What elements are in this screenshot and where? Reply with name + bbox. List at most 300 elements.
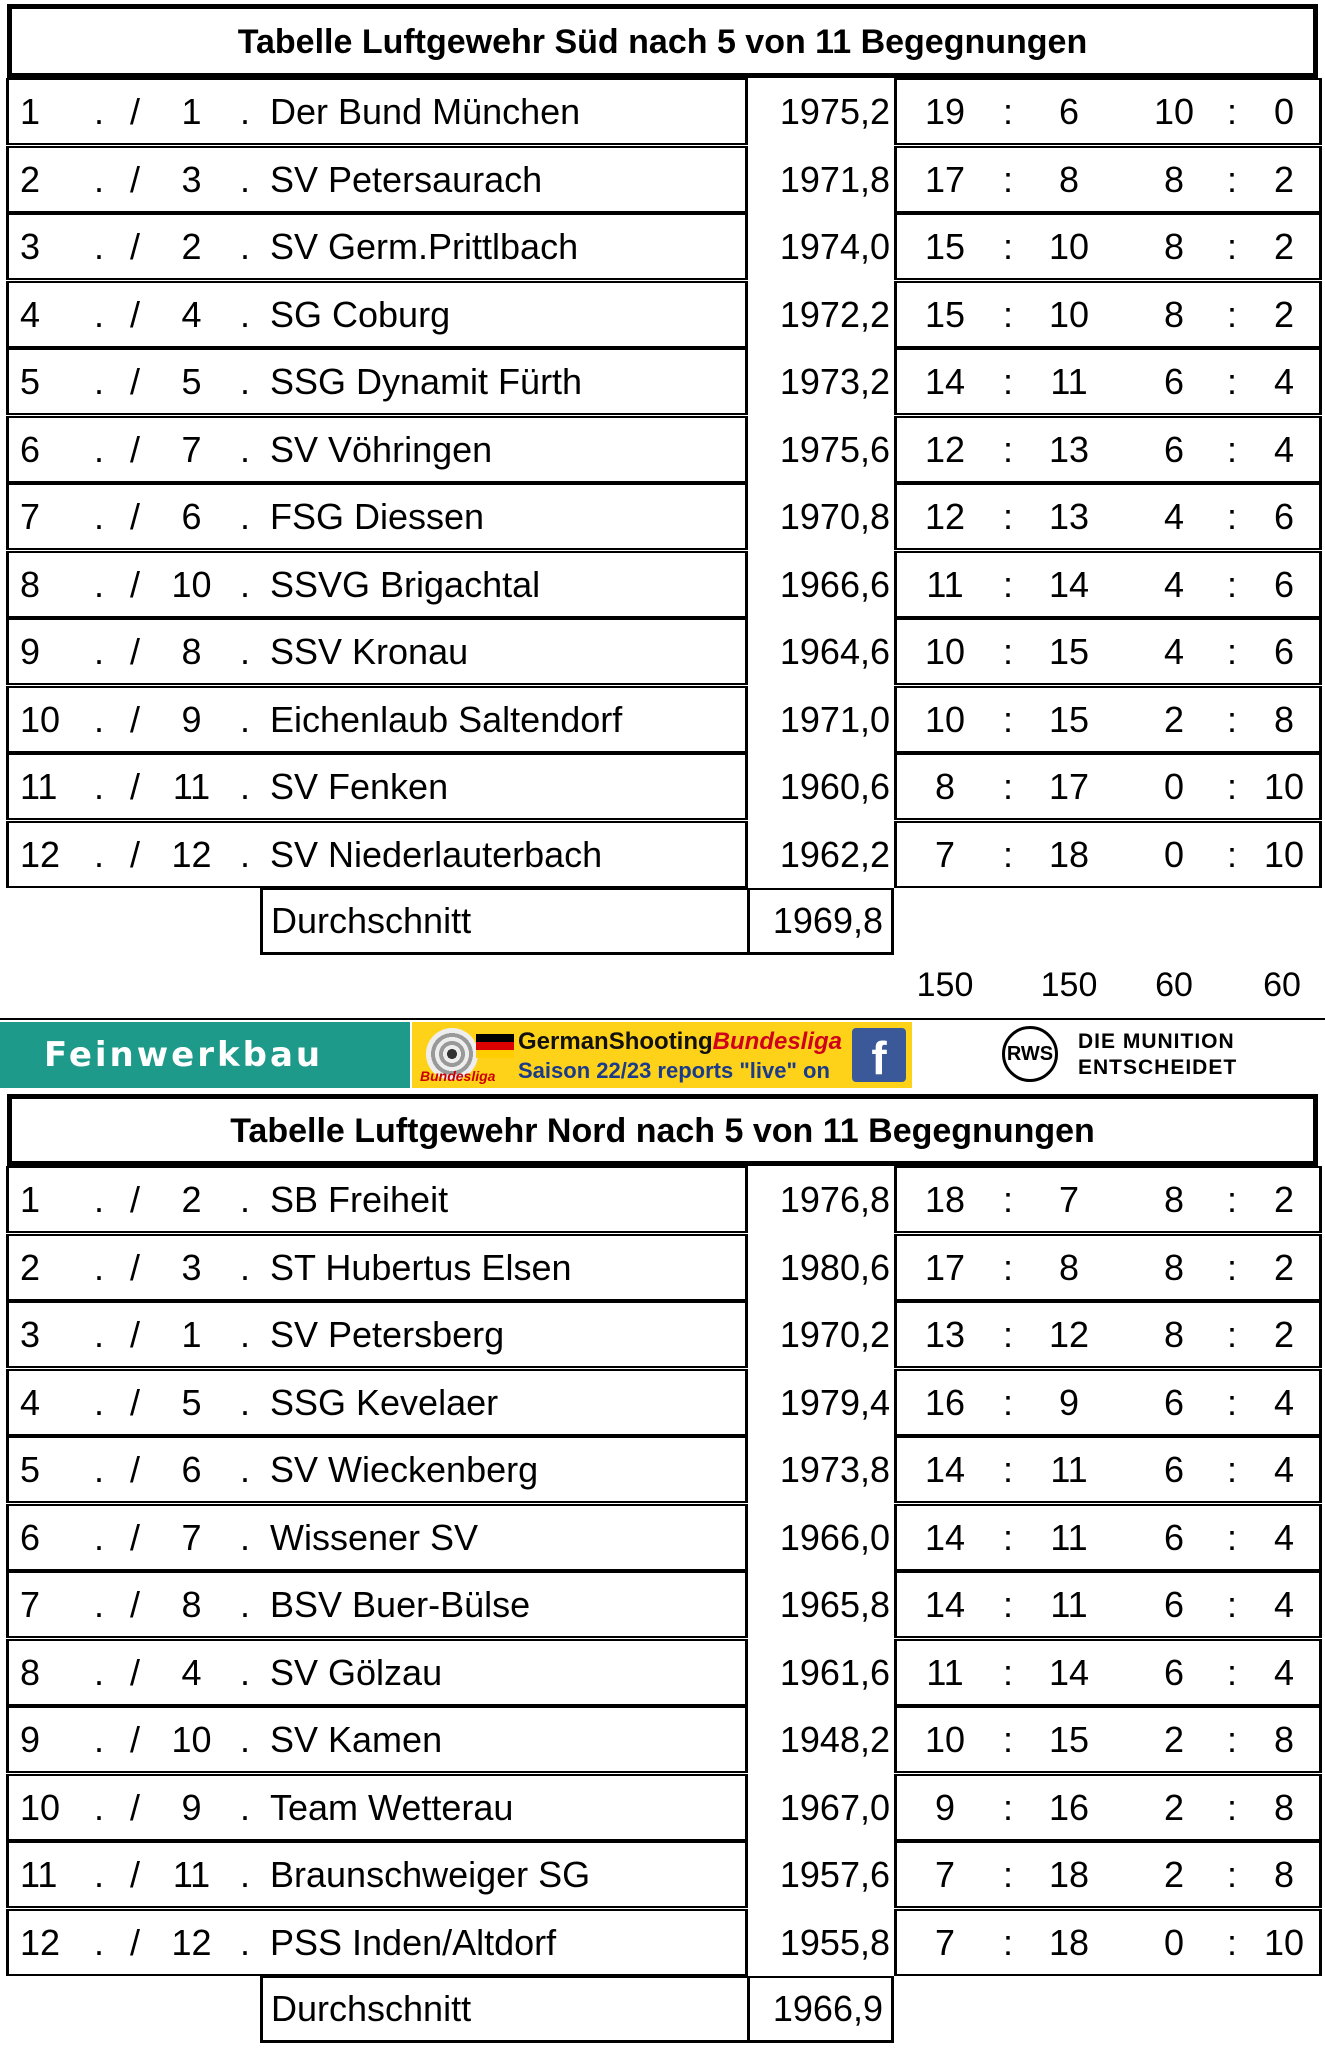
rings-lost-cell: 14 bbox=[1048, 1651, 1090, 1693]
rings-lost-cell: 13 bbox=[1048, 496, 1090, 537]
rank-dot: . bbox=[94, 1449, 105, 1490]
previous-rank-cell: 11 bbox=[172, 1854, 211, 1895]
rings-lost-cell: 8 bbox=[1058, 158, 1080, 200]
points-colon: : bbox=[1226, 226, 1237, 267]
table-row bbox=[4, 551, 1322, 618]
previous-rank-dot: . bbox=[240, 361, 251, 402]
rings-lost-cell: 18 bbox=[1048, 833, 1090, 875]
rings-colon: : bbox=[1002, 361, 1013, 402]
average-score-cell: 1973,8 bbox=[779, 1449, 890, 1490]
rings-lost-cell: 18 bbox=[1048, 1854, 1090, 1895]
rings-colon: : bbox=[1002, 698, 1013, 740]
rings-won-cell: 16 bbox=[924, 1381, 966, 1423]
rank-slash: / bbox=[130, 1786, 141, 1828]
rank-dot: . bbox=[94, 833, 105, 875]
points-won-cell: 8 bbox=[1163, 293, 1185, 335]
points-lost-cell: 4 bbox=[1273, 1381, 1295, 1423]
points-colon: : bbox=[1226, 293, 1237, 335]
points-colon: : bbox=[1226, 1246, 1237, 1288]
rank-slash: / bbox=[130, 833, 141, 875]
points-colon: : bbox=[1226, 833, 1237, 875]
south-average-value: 1969,8 bbox=[772, 900, 883, 941]
points-lost-cell: 10 bbox=[1263, 833, 1305, 875]
previous-rank-cell: 1 bbox=[181, 91, 202, 132]
team-name-cell: SSVG Brigachtal bbox=[270, 563, 541, 605]
rank-cell: 7 bbox=[20, 1584, 41, 1625]
previous-rank-dot: . bbox=[240, 631, 251, 672]
points-lost-cell: 8 bbox=[1273, 1719, 1295, 1760]
previous-rank-cell: 12 bbox=[171, 1921, 212, 1963]
average-score-cell: 1975,2 bbox=[779, 91, 890, 132]
rank-slash: / bbox=[130, 496, 141, 537]
rings-colon: : bbox=[1002, 1246, 1013, 1288]
rank-slash: / bbox=[130, 766, 141, 807]
points-colon: : bbox=[1226, 1786, 1237, 1828]
previous-rank-dot: . bbox=[240, 1651, 251, 1693]
points-colon: : bbox=[1226, 631, 1237, 672]
rings-colon: : bbox=[1002, 1516, 1013, 1558]
previous-rank-dot: . bbox=[240, 1584, 251, 1625]
average-score-cell: 1970,2 bbox=[779, 1314, 890, 1355]
rings-colon: : bbox=[1002, 1651, 1013, 1693]
previous-rank-dot: . bbox=[240, 158, 251, 200]
points-colon: : bbox=[1226, 1516, 1237, 1558]
points-colon: : bbox=[1226, 158, 1237, 200]
previous-rank-dot: . bbox=[240, 91, 251, 132]
team-name-cell: ST Hubertus Elsen bbox=[270, 1246, 572, 1288]
rings-colon: : bbox=[1002, 158, 1013, 200]
average-score-cell: 1975,6 bbox=[779, 428, 890, 470]
table-row bbox=[4, 821, 1322, 888]
previous-rank-cell: 6 bbox=[181, 496, 202, 537]
points-lost-cell: 4 bbox=[1273, 1651, 1295, 1693]
rank-slash: / bbox=[130, 293, 141, 335]
rank-dot: . bbox=[94, 1854, 105, 1895]
points-lost-cell: 4 bbox=[1273, 1449, 1295, 1490]
team-name-cell: FSG Diessen bbox=[270, 496, 485, 537]
rings-lost-cell: 11 bbox=[1050, 1516, 1088, 1558]
points-lost-cell: 2 bbox=[1273, 226, 1295, 267]
team-name-cell: Eichenlaub Saltendorf bbox=[270, 698, 623, 740]
team-name-cell: SSG Dynamit Fürth bbox=[270, 361, 583, 402]
points-won-cell: 8 bbox=[1163, 226, 1185, 267]
average-score-cell: 1971,8 bbox=[779, 158, 890, 200]
points-colon: : bbox=[1226, 563, 1237, 605]
points-won-cell: 4 bbox=[1163, 631, 1185, 672]
table-row bbox=[4, 1909, 1322, 1976]
average-score-cell: 1970,8 bbox=[779, 496, 890, 537]
rings-colon: : bbox=[1002, 91, 1013, 132]
rank-slash: / bbox=[130, 428, 141, 470]
previous-rank-dot: . bbox=[240, 226, 251, 267]
average-score-cell: 1967,0 bbox=[779, 1786, 890, 1828]
average-score-cell: 1971,0 bbox=[779, 698, 890, 740]
points-colon: : bbox=[1226, 1719, 1237, 1760]
team-name-cell: SV Petersberg bbox=[270, 1314, 505, 1355]
rings-colon: : bbox=[1002, 563, 1013, 605]
rank-cell: 6 bbox=[20, 428, 41, 470]
previous-rank-dot: . bbox=[240, 293, 251, 335]
rank-dot: . bbox=[94, 766, 105, 807]
rank-cell: 10 bbox=[20, 1786, 61, 1828]
rings-colon: : bbox=[1002, 293, 1013, 335]
team-name-cell: SV Germ.Prittlbach bbox=[270, 226, 579, 267]
points-won-cell: 2 bbox=[1163, 1786, 1185, 1828]
rank-dot: . bbox=[94, 1179, 105, 1220]
points-won-cell: 10 bbox=[1153, 91, 1195, 132]
points-colon: : bbox=[1226, 1179, 1237, 1220]
divider-line bbox=[0, 1018, 1325, 1020]
points-won-cell: 2 bbox=[1163, 1719, 1185, 1760]
table-row bbox=[4, 281, 1322, 348]
rank-cell: 10 bbox=[20, 698, 61, 740]
average-score-cell: 1960,6 bbox=[779, 766, 890, 807]
table-row bbox=[4, 483, 1322, 550]
rings-lost-cell: 17 bbox=[1048, 766, 1090, 807]
average-score-cell: 1948,2 bbox=[779, 1719, 890, 1760]
previous-rank-cell: 5 bbox=[181, 361, 202, 402]
rings-colon: : bbox=[1002, 1314, 1013, 1355]
gsb-line-2: Saison 22/23 reports "live" on bbox=[518, 1058, 830, 1083]
points-colon: : bbox=[1226, 1921, 1237, 1963]
rank-cell: 5 bbox=[20, 361, 41, 402]
rank-dot: . bbox=[94, 1786, 105, 1828]
rank-slash: / bbox=[130, 631, 141, 672]
points-colon: : bbox=[1226, 1449, 1237, 1490]
previous-rank-dot: . bbox=[240, 1854, 251, 1895]
team-name-cell: SV Kamen bbox=[270, 1719, 443, 1760]
team-name-cell: BSV Buer-Bülse bbox=[270, 1584, 531, 1625]
rings-won-cell: 11 bbox=[926, 563, 964, 605]
points-won-cell: 2 bbox=[1163, 698, 1185, 740]
rings-won-cell: 12 bbox=[924, 428, 966, 470]
points-colon: : bbox=[1226, 496, 1237, 537]
points-won-cell: 4 bbox=[1163, 496, 1185, 537]
points-lost-cell: 4 bbox=[1273, 361, 1295, 402]
rank-dot: . bbox=[94, 1584, 105, 1625]
previous-rank-dot: . bbox=[240, 563, 251, 605]
rings-colon: : bbox=[1002, 226, 1013, 267]
rank-cell: 1 bbox=[20, 1179, 41, 1220]
points-won-cell: 0 bbox=[1163, 833, 1185, 875]
rings-won-cell: 19 bbox=[924, 91, 966, 132]
north-average-row bbox=[260, 1976, 894, 2043]
rank-dot: . bbox=[94, 1314, 105, 1355]
rings-lost-cell: 8 bbox=[1058, 1246, 1080, 1288]
rank-dot: . bbox=[94, 361, 105, 402]
points-won-cell: 6 bbox=[1163, 428, 1185, 470]
rws-sponsor bbox=[912, 1022, 1325, 1088]
points-won-cell: 2 bbox=[1163, 1854, 1185, 1895]
rings-lost-cell: 11 bbox=[1050, 1584, 1088, 1625]
table-row bbox=[4, 1301, 1322, 1368]
average-score-cell: 1980,6 bbox=[779, 1246, 890, 1288]
rings-lost-cell: 11 bbox=[1050, 361, 1088, 402]
south-average-label: Durchschnitt bbox=[271, 900, 472, 941]
previous-rank-dot: . bbox=[240, 1516, 251, 1558]
rank-dot: . bbox=[94, 1381, 105, 1423]
table-row bbox=[4, 618, 1322, 685]
rings-lost-cell: 6 bbox=[1058, 91, 1080, 132]
table-row bbox=[4, 78, 1322, 145]
points-lost-cell: 2 bbox=[1273, 158, 1295, 200]
points-colon: : bbox=[1226, 1584, 1237, 1625]
rings-colon: : bbox=[1002, 833, 1013, 875]
rings-lost-cell: 14 bbox=[1048, 563, 1090, 605]
rings-won-cell: 15 bbox=[924, 293, 966, 335]
rings-won-cell: 11 bbox=[926, 1651, 964, 1693]
rank-slash: / bbox=[130, 91, 141, 132]
rings-colon: : bbox=[1002, 766, 1013, 807]
rings-lost-cell: 15 bbox=[1048, 698, 1090, 740]
table-row bbox=[4, 1166, 1322, 1233]
table-row bbox=[4, 1774, 1322, 1841]
team-name-cell: SV Niederlauterbach bbox=[270, 833, 603, 875]
points-lost-cell: 8 bbox=[1273, 1854, 1295, 1895]
points-won-cell: 4 bbox=[1163, 563, 1185, 605]
points-lost-cell: 6 bbox=[1273, 631, 1295, 672]
rings-won-cell: 17 bbox=[924, 158, 966, 200]
team-name-cell: SV Gölzau bbox=[270, 1651, 443, 1693]
rings-colon: : bbox=[1002, 1449, 1013, 1490]
rings-colon: : bbox=[1002, 428, 1013, 470]
previous-rank-cell: 4 bbox=[181, 1651, 202, 1693]
average-score-cell: 1976,8 bbox=[779, 1179, 890, 1220]
previous-rank-dot: . bbox=[240, 1246, 251, 1288]
rank-cell: 3 bbox=[20, 1314, 41, 1355]
rings-lost-cell: 12 bbox=[1048, 1314, 1090, 1355]
previous-rank-dot: . bbox=[240, 1381, 251, 1423]
points-colon: : bbox=[1226, 361, 1237, 402]
rank-cell: 11 bbox=[20, 1854, 58, 1895]
table-row bbox=[4, 146, 1322, 213]
average-score-cell: 1972,2 bbox=[779, 293, 890, 335]
points-won-cell: 6 bbox=[1163, 361, 1185, 402]
team-name-cell: SSV Kronau bbox=[270, 631, 469, 672]
points-won-cell: 8 bbox=[1163, 1179, 1185, 1220]
team-name-cell: SV Wieckenberg bbox=[270, 1449, 539, 1490]
south-average-divider bbox=[747, 890, 750, 952]
rank-cell: 5 bbox=[20, 1449, 41, 1490]
previous-rank-cell: 12 bbox=[171, 833, 212, 875]
table-row bbox=[4, 348, 1322, 415]
team-name-cell: Wissener SV bbox=[270, 1516, 479, 1558]
rank-dot: . bbox=[94, 1921, 105, 1963]
previous-rank-cell: 1 bbox=[181, 1314, 202, 1355]
team-name-cell: Der Bund München bbox=[270, 91, 581, 132]
rank-cell: 1 bbox=[20, 91, 41, 132]
rws-slogan-line-2: ENTSCHEIDET bbox=[1078, 1056, 1238, 1079]
team-name-cell: Team Wetterau bbox=[270, 1786, 514, 1828]
rings-won-cell: 10 bbox=[924, 698, 966, 740]
rings-colon: : bbox=[1002, 1921, 1013, 1963]
previous-rank-dot: . bbox=[240, 1719, 251, 1760]
previous-rank-dot: . bbox=[240, 698, 251, 740]
points-colon: : bbox=[1226, 766, 1237, 807]
average-score-cell: 1966,0 bbox=[779, 1516, 890, 1558]
table-row bbox=[4, 1571, 1322, 1638]
points-lost-cell: 4 bbox=[1273, 1584, 1295, 1625]
points-lost-cell: 6 bbox=[1273, 563, 1295, 605]
rank-slash: / bbox=[130, 1719, 141, 1760]
feinwerkbau-logo: Feinwerkbau bbox=[0, 1022, 410, 1088]
previous-rank-cell: 9 bbox=[181, 1786, 202, 1828]
average-score-cell: 1957,6 bbox=[779, 1854, 890, 1895]
rings-lost-cell: 16 bbox=[1048, 1786, 1090, 1828]
average-score-cell: 1965,8 bbox=[779, 1584, 890, 1625]
points-lost-cell: 10 bbox=[1263, 766, 1305, 807]
rings-won-cell: 14 bbox=[924, 361, 966, 402]
previous-rank-dot: . bbox=[240, 428, 251, 470]
points-lost-cell: 10 bbox=[1263, 1921, 1305, 1963]
rank-dot: . bbox=[94, 698, 105, 740]
points-colon: : bbox=[1226, 1381, 1237, 1423]
rank-dot: . bbox=[94, 1516, 105, 1558]
previous-rank-dot: . bbox=[240, 1786, 251, 1828]
rank-slash: / bbox=[130, 1314, 141, 1355]
points-lost-cell: 4 bbox=[1273, 428, 1295, 470]
rings-won-cell: 15 bbox=[924, 226, 966, 267]
rings-colon: : bbox=[1002, 1854, 1013, 1895]
points-lost-cell: 8 bbox=[1273, 1786, 1295, 1828]
table-row bbox=[4, 1504, 1322, 1571]
rank-cell: 4 bbox=[20, 293, 41, 335]
points-colon: : bbox=[1226, 1854, 1237, 1895]
previous-rank-cell: 8 bbox=[181, 631, 202, 672]
rings-colon: : bbox=[1002, 1179, 1013, 1220]
rank-cell: 12 bbox=[20, 833, 61, 875]
rank-dot: . bbox=[94, 91, 105, 132]
rings-colon: : bbox=[1002, 496, 1013, 537]
rings-lost-cell: 15 bbox=[1048, 1719, 1090, 1760]
points-won-cell: 8 bbox=[1163, 1246, 1185, 1288]
points-lost-cell: 0 bbox=[1273, 91, 1295, 132]
rings-won-cell: 14 bbox=[924, 1449, 966, 1490]
facebook-icon[interactable]: f bbox=[852, 1028, 906, 1082]
rank-cell: 12 bbox=[20, 1921, 61, 1963]
average-score-cell: 1955,8 bbox=[779, 1921, 890, 1963]
rank-cell: 4 bbox=[20, 1381, 41, 1423]
table-row bbox=[4, 1706, 1322, 1773]
team-name-cell: SV Petersaurach bbox=[270, 158, 543, 200]
previous-rank-cell: 10 bbox=[171, 563, 212, 605]
team-name-cell: Braunschweiger SG bbox=[270, 1854, 591, 1895]
table-row bbox=[4, 1369, 1322, 1436]
rank-slash: / bbox=[130, 1516, 141, 1558]
rank-slash: / bbox=[130, 158, 141, 200]
previous-rank-cell: 8 bbox=[181, 1584, 202, 1625]
rank-slash: / bbox=[130, 1449, 141, 1490]
team-name-cell: SV Fenken bbox=[270, 766, 449, 807]
average-score-cell: 1961,6 bbox=[779, 1651, 890, 1693]
rings-won-cell: 14 bbox=[924, 1584, 966, 1625]
previous-rank-cell: 10 bbox=[171, 1719, 212, 1760]
points-colon: : bbox=[1226, 698, 1237, 740]
south-table-title: Tabelle Luftgewehr Süd nach 5 von 11 Begegnungen bbox=[7, 4, 1318, 78]
rings-won-cell: 7 bbox=[934, 833, 956, 875]
points-won-cell: 8 bbox=[1163, 1314, 1185, 1355]
rank-cell: 11 bbox=[20, 766, 58, 807]
rank-cell: 9 bbox=[20, 631, 41, 672]
table-row bbox=[4, 1436, 1322, 1503]
rank-slash: / bbox=[130, 1246, 141, 1288]
previous-rank-dot: . bbox=[240, 766, 251, 807]
table-row bbox=[4, 416, 1322, 483]
rings-lost-cell: 15 bbox=[1048, 631, 1090, 672]
previous-rank-cell: 7 bbox=[181, 428, 202, 470]
rws-slogan-line-1: DIE MUNITION bbox=[1078, 1030, 1235, 1053]
average-score-cell: 1973,2 bbox=[779, 361, 890, 402]
rings-won-cell: 10 bbox=[924, 1719, 966, 1760]
south-average-row bbox=[260, 888, 894, 955]
previous-rank-dot: . bbox=[240, 833, 251, 875]
rings-won-cell: 7 bbox=[934, 1921, 956, 1963]
rank-dot: . bbox=[94, 496, 105, 537]
previous-rank-cell: 3 bbox=[181, 1246, 202, 1288]
table-row bbox=[4, 753, 1322, 820]
rank-cell: 8 bbox=[20, 563, 41, 605]
previous-rank-cell: 3 bbox=[181, 158, 202, 200]
rings-won-cell: 17 bbox=[924, 1246, 966, 1288]
table-row bbox=[4, 213, 1322, 280]
rank-dot: . bbox=[94, 563, 105, 605]
table-row bbox=[4, 1639, 1322, 1706]
rings-won-cell: 12 bbox=[924, 496, 966, 537]
team-name-cell: SG Coburg bbox=[270, 293, 451, 335]
rings-won-cell: 13 bbox=[924, 1314, 966, 1355]
points-won-cell: 6 bbox=[1163, 1449, 1185, 1490]
team-name-cell: SSG Kevelaer bbox=[270, 1381, 499, 1423]
rings-colon: : bbox=[1002, 1584, 1013, 1625]
rings-colon: : bbox=[1002, 1381, 1013, 1423]
rank-cell: 2 bbox=[20, 158, 41, 200]
previous-rank-cell: 4 bbox=[181, 293, 202, 335]
rank-dot: . bbox=[94, 428, 105, 470]
bundesliga-small-text: Bundesliga bbox=[420, 1068, 496, 1084]
rings-lost-cell: 10 bbox=[1048, 293, 1090, 335]
rank-dot: . bbox=[94, 158, 105, 200]
rings-lost-cell: 18 bbox=[1048, 1921, 1090, 1963]
rank-cell: 2 bbox=[20, 1246, 41, 1288]
north-average-value: 1966,9 bbox=[772, 1988, 883, 2029]
rings-lost-cell: 11 bbox=[1050, 1449, 1088, 1490]
points-lost-cell: 2 bbox=[1273, 1179, 1295, 1220]
total-points-won: 60 bbox=[1155, 966, 1193, 1004]
previous-rank-cell: 5 bbox=[181, 1381, 202, 1423]
previous-rank-cell: 11 bbox=[172, 766, 211, 807]
previous-rank-cell: 9 bbox=[181, 698, 202, 740]
table-row bbox=[4, 686, 1322, 753]
rank-slash: / bbox=[130, 698, 141, 740]
average-score-cell: 1966,6 bbox=[779, 563, 890, 605]
rank-dot: . bbox=[94, 1246, 105, 1288]
average-score-cell: 1964,6 bbox=[779, 631, 890, 672]
rank-slash: / bbox=[130, 1179, 141, 1220]
rings-lost-cell: 13 bbox=[1048, 428, 1090, 470]
rank-dot: . bbox=[94, 1651, 105, 1693]
rings-won-cell: 8 bbox=[934, 766, 956, 807]
points-won-cell: 6 bbox=[1163, 1516, 1185, 1558]
points-lost-cell: 6 bbox=[1273, 496, 1295, 537]
points-lost-cell: 2 bbox=[1273, 1314, 1295, 1355]
previous-rank-cell: 7 bbox=[181, 1516, 202, 1558]
previous-rank-dot: . bbox=[240, 1449, 251, 1490]
rings-won-cell: 14 bbox=[924, 1516, 966, 1558]
rank-cell: 6 bbox=[20, 1516, 41, 1558]
german-shooting-bundesliga-banner[interactable] bbox=[412, 1022, 912, 1088]
points-won-cell: 6 bbox=[1163, 1584, 1185, 1625]
rank-dot: . bbox=[94, 631, 105, 672]
